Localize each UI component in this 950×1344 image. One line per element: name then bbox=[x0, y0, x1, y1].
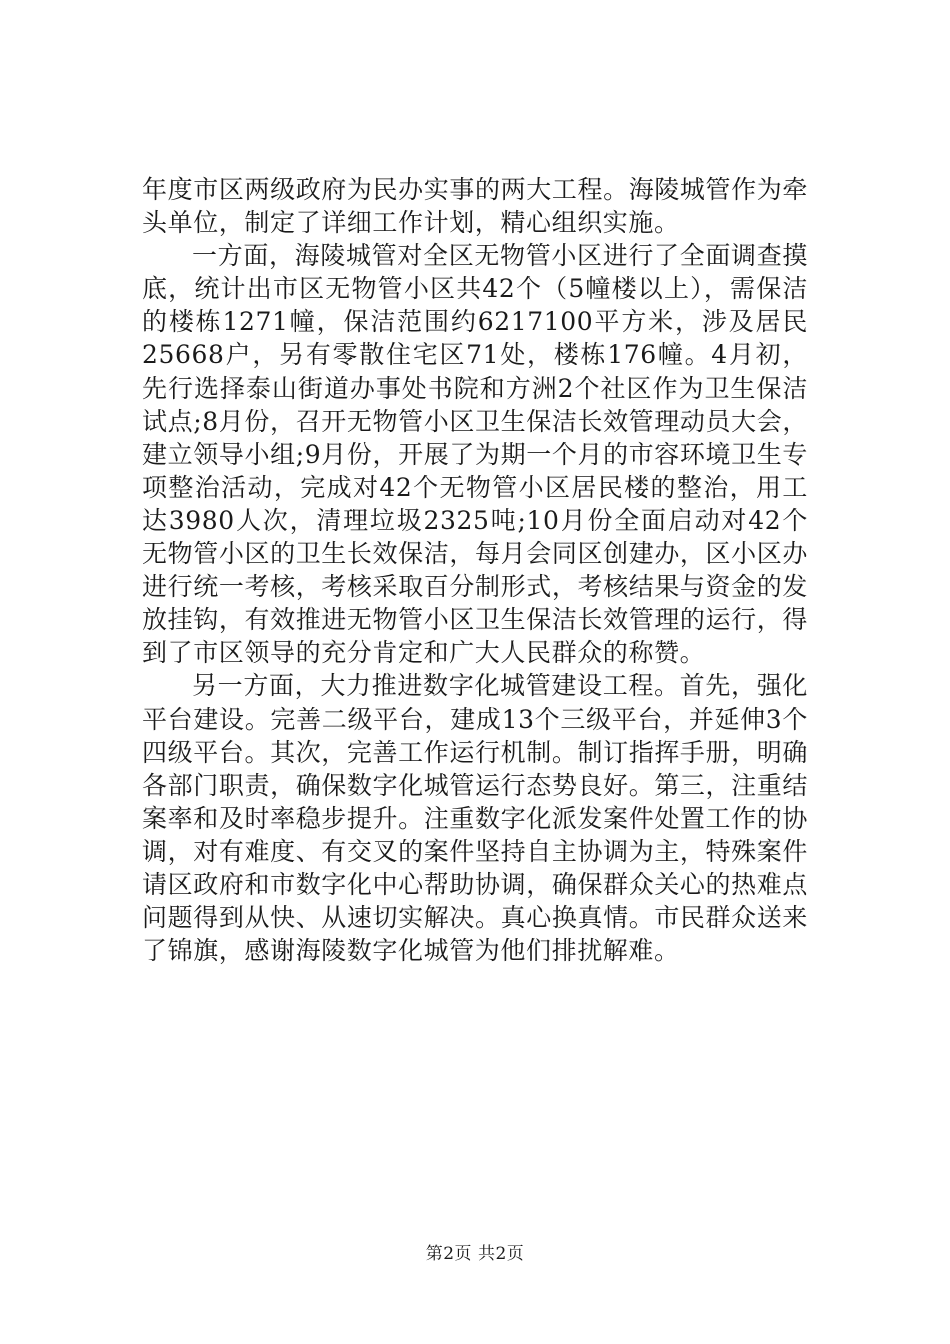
page-footer: 第2页 共2页 bbox=[425, 1244, 525, 1264]
paragraph-property-cleaning: 一方面，海陵城管对全区无物管小区进行了全面调查摸底，统计出市区无物管小区共42个（5幢楼以上），需保洁的楼栋1271幢，保洁范围约6217100平方米，涉及居民25668户，另有零散住宅区71处，楼栋176幢。4月初，先行选择泰山街道办事处书院和方洲2个社区作为卫生保洁试点;8月份，召开无物管小区卫生保洁长效管理动员大会，建立领导小组;9月份，开展了为期一个月的市容环境卫生专项整治活动，完成对42个无物管小区居民楼的整治，用工达3980人次，清理垃圾2325吨;10月份全面启动对42个无物管小区的卫生长效保洁，每月会同区创建办，区小区办进行统一考核，考核采取百分制形式，考核结果与资金的发放挂钩，有效推进无物管小区卫生保洁长效管理的运行，得到了市区领导的充分肯定和广大人民群众的称赞。 bbox=[142, 241, 808, 668]
paragraph-digital-management: 另一方面，大力推进数字化城管建设工程。首先，强化平台建设。完善二级平台，建成13个三级平台，并延伸3个四级平台。其次，完善工作运行机制。制订指挥手册，明确各部门职责，确保数字化城管运行态势良好。第三，注重结案率和及时率稳步提升。注重数字化派发案件处置工作的协调，对有难度、有交叉的案件坚持自主协调为主，特殊案件请区政府和市数字化中心帮助协调，确保群众关心的热难点问题得到从快、从速切实解决。真心换真情。市民群众送来了锦旗，感谢海陵数字化城管为他们排扰解难。 bbox=[142, 671, 808, 966]
body-text bbox=[142, 173, 808, 967]
paragraph-continuation: 年度市区两级政府为民办实事的两大工程。海陵城管作为牵头单位，制定了详细工作计划，精心组织实施。 bbox=[142, 175, 808, 238]
